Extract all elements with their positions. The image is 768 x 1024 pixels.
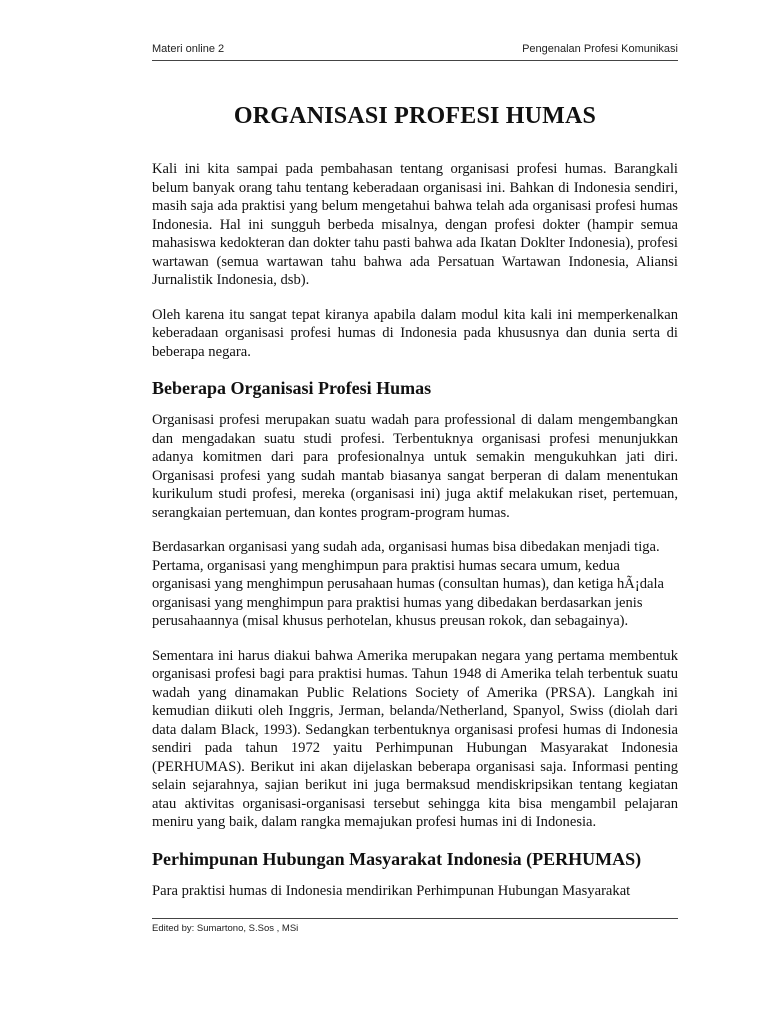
paragraph-intro: Kali ini kita sampai pada pembahasan tentang organisasi profesi humas. Barangkali belum banyak orang tahu tentang keberadaan organisasi ini. Bahkan di Indonesia sendiri, masih saja ada praktisi yang belum mengetahui bahwa telah ada organisasi profesi humas Indonesia. Hal ini sungguh berbeda misalnya, dengan profesi dokter (hampir semua mahasiswa kedokteran dan dokter tahu pasti bahwa ada Ikatan Doklter Indonesia), profesi wartawan (semua wartawan tahu bahwa ada Persatuan Wartawan Indonesia, Aliansi Jurnalistik Indonesia, dsb). [152,161,678,288]
paragraph-history: Sementara ini harus diakui bahwa Amerika merupakan negara yang pertama membentuk organisasi profesi bagi para praktisi humas. Tahun 1948 di Amerika telah terbentuk suatu wadah yang dinamakan Public Relations Society of Amerika (PRSA). Langkah ini kemudian diikuti oleh Inggris, Jerman, belanda/Netherland, Spanyol, Swiss (diolah dari data dalam Black, 1993). Sedangkan terbentuknya organisasi profesi humas di Indonesia sendiri pada tahun 1972 yaitu Perhimpunan Hubungan Masyarakat Indonesia (PERHUMAS). Berikut ini akan dijelaskan beberapa organisasi saja. Informasi penting selain sejarahnya, sajian berikut ini juga bermaksud mendiskripsikan tentang kegiatan atau aktivitas organisasi-organisasi tersebut sehingga kita bisa mengambil pelajaran meniru yang baik, dalam rangka memajukan profesi humas ini di Indonesia. [152,647,678,830]
section-heading-organizations: Beberapa Organisasi Profesi Humas [152,378,432,398]
paragraph-module-purpose: Oleh karena itu sangat tepat kiranya apabila dalam modul kita kali ini memperkenalkan keberadaan organisasi profesi humas di Indonesia pada khususnya dan dunia serta di beberapa negara. [152,306,678,360]
page-footer [152,918,678,935]
paragraph-perhumas-intro: Para praktisi humas di Indonesia mendirikan Perhimpunan Hubungan Masyarakat [152,882,631,899]
document-title: ORGANISASI PROFESI HUMAS [233,103,597,129]
footer-editor-credit: Edited by: Sumartono, S.Sos , MSi [152,923,299,934]
page-header [152,40,678,61]
paragraph-organization-types: Berdasarkan organisasi yang sudah ada, organisasi humas bisa dibedakan menjadi tiga. Pertama, organisasi yang menghimpun para praktisi humas secara umum, kedua organisasi yang menghimpun perusahaan humas (consultan humas), dan ketiga hÃ¡dala organisasi yang menghimpun para praktisi humas yang dibedakan berdasarkan jenis perusahaannya (misal khusus perhotelan, khusus preusan rokok, dan sebagainya). [152,539,664,629]
header-course-label: Materi online 2 [152,43,225,55]
header-subject-label: Pengenalan Profesi Komunikasi [522,43,678,55]
section-heading-perhumas: Perhimpunan Hubungan Masyarakat Indonesia (PERHUMAS) [152,848,642,869]
paragraph-organization-definition: Organisasi profesi merupakan suatu wadah para professional di dalam mengembangkan dan mengadakan suatu studi profesi. Terbentuknya organisasi profesi menunjukkan adanya komitmen dari para profesionalnya untuk semakin mengukuhkan jati diri. Organisasi profesi yang sudah mantab biasanya sangat berperan di dalam menentukan kurikulum studi profesi, mereka (organisasi ini) juga aktif melakukan riset, pertemuan, serangkaian pertemuan, dan kontes program-program humas. [152,412,678,521]
document-body [152,160,678,916]
